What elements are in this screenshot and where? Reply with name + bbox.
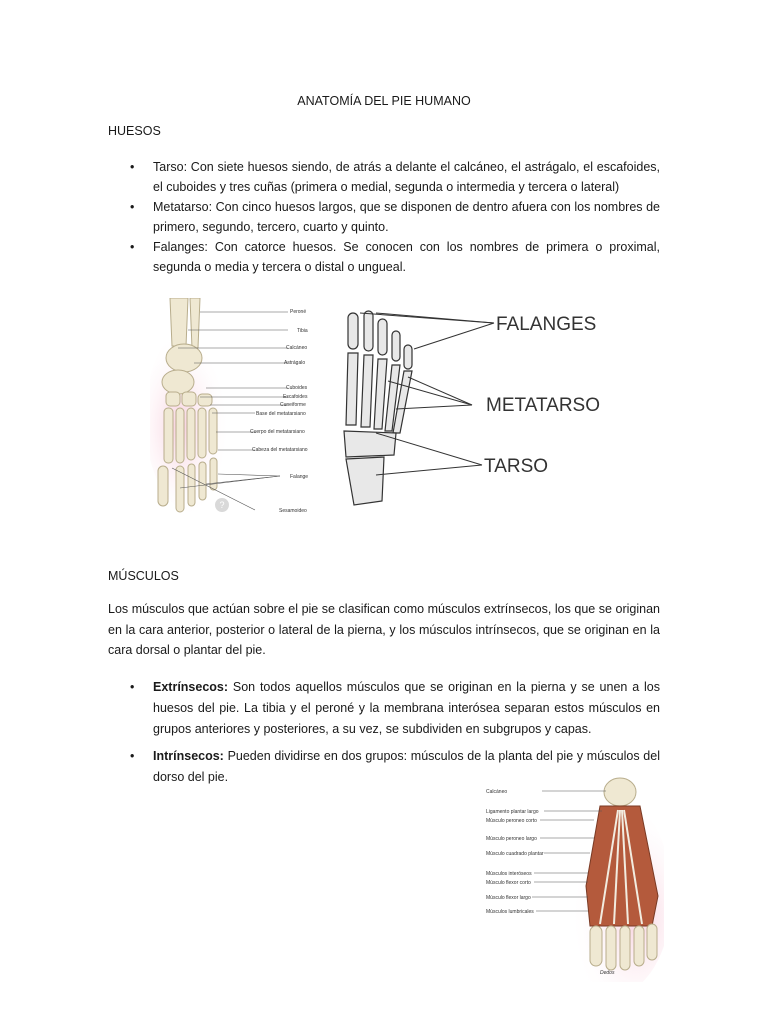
svg-text:?: ?: [219, 500, 225, 510]
musculos-intro-paragraph: Los músculos que actúan sobre el pie se clasifican como músculos extrínsecos, los que se originan en la cara anterior, posterior o lateral de la pierna, y los músculos intrínsecos, que se originan en la cara dorsal o plantar del pie.: [108, 602, 660, 657]
bullet-icon: •: [130, 749, 135, 763]
list-item: • Metatarso: Con cinco huesos largos, que se disponen de dentro afuera con los nombres de primero, segundo, tercero, cuarto y quinto.: [108, 197, 660, 237]
calcaneo-bone: [604, 778, 636, 806]
label-perone: Peroné: [290, 309, 307, 315]
label-ligamento: Ligamento plantar largo: [486, 809, 539, 815]
label-cabeza-metatarsiano: Cabeza del metatarsiano: [252, 447, 308, 453]
list-item: • Extrínsecos: Son todos aquellos músculos que se originan en la pierna y se unen a los huesos del pie. La tibia y el peroné y la membrana interósea separan estos músculos en grupos anteriores y posteriores, a su vez, se subdividen en subgrupos y capas.: [108, 677, 660, 740]
label-cuneiforme: Cuneiforme: [280, 402, 306, 408]
label-escafoides: Escafoides: [283, 394, 308, 400]
label-metatarso: METATARSO: [486, 395, 600, 416]
label-dedos: Dedos: [600, 970, 615, 976]
section-heading-musculos: MÚSCULOS: [108, 569, 179, 583]
section-heading-huesos: HUESOS: [108, 124, 161, 138]
label-cuerpo-metatarsiano: Cuerpo del metatarsiano: [250, 429, 305, 435]
label-flexor-largo: Músculo flexor largo: [486, 895, 531, 901]
bullet-icon: •: [130, 240, 135, 254]
label-falange: Falange: [290, 474, 309, 480]
foot-bones-figure: [150, 298, 320, 520]
bullet-icon: •: [130, 680, 135, 694]
label-peroneo-largo: Músculo peroneo largo: [486, 836, 537, 842]
foot-muscles-figure: [482, 776, 664, 982]
label-tibia: Tibia: [297, 328, 308, 334]
calcaneo-bone: [162, 370, 194, 394]
label-peroneo-corto: Músculo peroneo corto: [486, 818, 537, 824]
label-cuboides: Cuboides: [286, 385, 308, 391]
perone-bone: [190, 298, 200, 348]
label-interoseos: Músculos interóseos: [486, 871, 532, 877]
bullet-icon: •: [130, 200, 135, 214]
page-title: ANATOMÍA DEL PIE HUMANO: [297, 94, 471, 108]
label-cuadrado: Músculo cuadrado plantar: [486, 851, 544, 857]
label-astragalo: Astrágalo: [284, 360, 306, 366]
label-calcaneo: Calcáneo: [286, 345, 308, 351]
tibia-bone: [170, 298, 188, 346]
huesos-list: [108, 157, 660, 277]
foot-sketch-figure: [336, 305, 606, 515]
label-falanges: FALANGES: [496, 314, 597, 335]
label-lumbricales: Músculos lumbricales: [486, 909, 534, 915]
label-calcaneo-muscles: Calcáneo: [486, 789, 508, 795]
list-item: • Falanges: Con catorce huesos. Se conocen con los nombres de primera o proximal, segunda o media y tercera o distal o ungueal.: [108, 237, 660, 277]
list-item: • Tarso: Con siete huesos siendo, de atrás a delante el calcáneo, el astrágalo, el escafoides, el cuboides y tres cuñas (primera o medial, segunda o intermedia y tercera o lateral): [108, 157, 660, 197]
label-tarso: TARSO: [484, 456, 549, 477]
label-sesamoideo: Sesamoideo: [279, 508, 307, 514]
musculos-list: [108, 677, 660, 788]
bullet-icon: •: [130, 160, 135, 174]
label-base-metatarsiano: Base del metatarsiano: [256, 411, 306, 417]
label-flexor-corto: Músculo flexor corto: [486, 880, 531, 886]
list-item: • Intrínsecos: Pueden dividirse en dos grupos: músculos de la planta del pie y músculos del dorso del pie.: [108, 746, 660, 788]
